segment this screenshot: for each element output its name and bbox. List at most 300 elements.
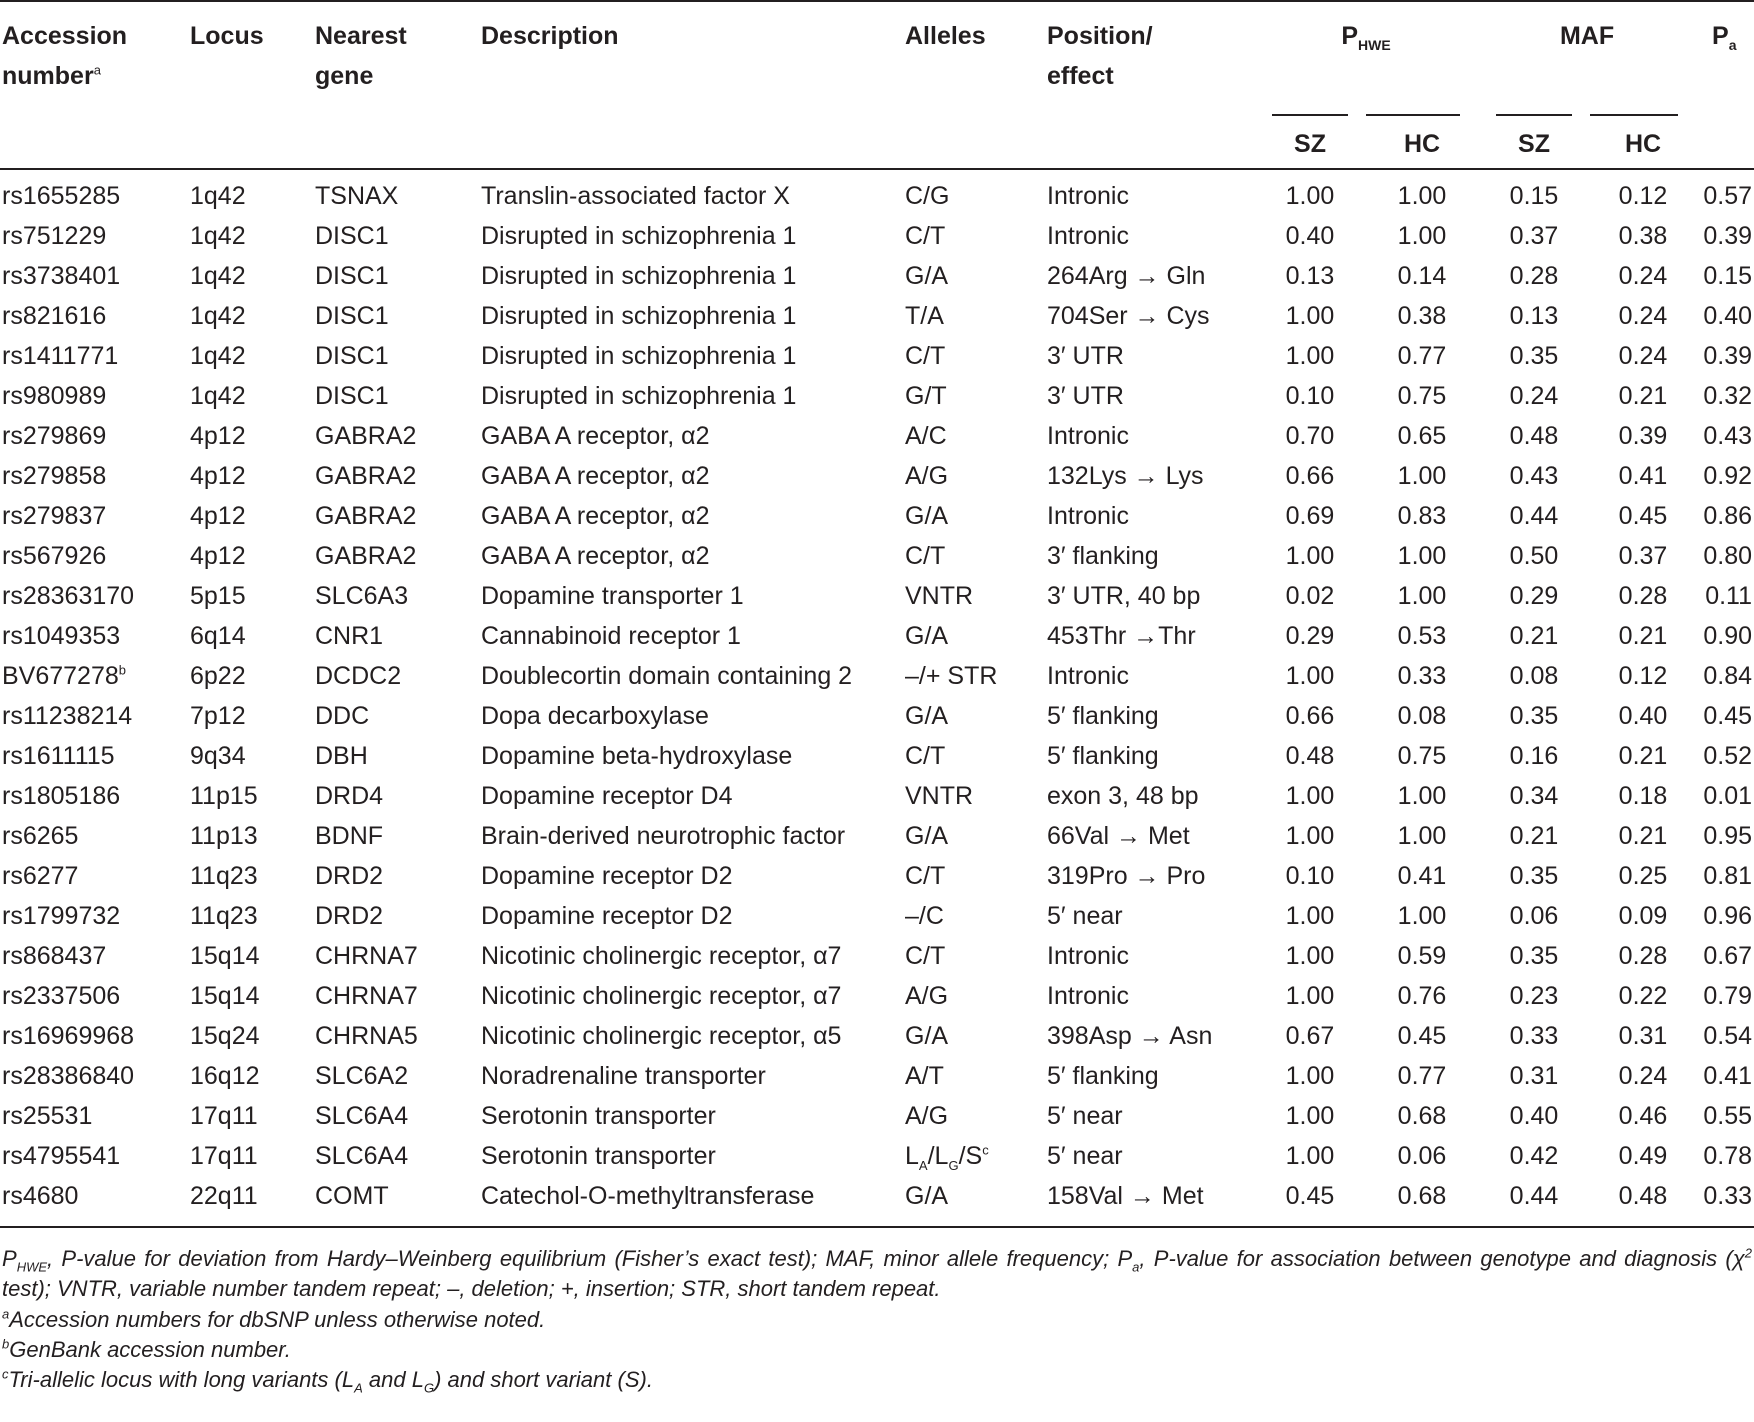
- accession-cell: [0, 976, 188, 1016]
- phwe-sz-cell: 0.02: [1285, 581, 1335, 610]
- accession-cell: [0, 416, 188, 456]
- pa-cell: 0.78: [1703, 1141, 1753, 1170]
- accession-cell: [0, 1136, 188, 1176]
- gene-cell: DISC1: [315, 301, 389, 330]
- header-maf-sz: [1478, 102, 1590, 169]
- position-effect-cell: 5′ flanking: [1047, 1061, 1159, 1090]
- maf-hc-cell: 0.22: [1618, 981, 1668, 1010]
- pa-cell: 0.81: [1703, 861, 1753, 890]
- gene-cell: CHRNA7: [315, 981, 418, 1010]
- phwe-hc-cell: 0.38: [1397, 301, 1447, 330]
- maf-hc-cell: 0.21: [1618, 381, 1668, 410]
- maf-hc-cell: 0.12: [1618, 661, 1668, 690]
- phwe-hc-cell: 0.45: [1397, 1021, 1447, 1050]
- gene-cell: DRD2: [315, 901, 384, 930]
- gene-cell: GABRA2: [315, 501, 417, 530]
- table-row: [0, 1096, 1754, 1136]
- accession-cell: [0, 536, 188, 576]
- gene-cell: DISC1: [315, 261, 389, 290]
- maf-hc-cell: 0.49: [1618, 1141, 1668, 1170]
- alleles-part: /L: [927, 1141, 949, 1170]
- alleles-cell: C/T: [905, 221, 946, 250]
- position-effect-cell: 264Arg → Gln: [1047, 261, 1206, 290]
- accession-text: rs821616: [2, 301, 107, 330]
- phwe-sz-cell: 1.00: [1285, 781, 1335, 810]
- phwe-hc-cell: 0.41: [1397, 861, 1447, 890]
- phwe-sz-cell: 0.29: [1285, 621, 1335, 650]
- header-phwe-main: P: [1341, 22, 1359, 50]
- alleles-cell: A/G: [905, 981, 949, 1010]
- gene-cell: SLC6A2: [315, 1061, 409, 1090]
- maf-hc-cell: 0.31: [1618, 1021, 1668, 1050]
- maf-hc-cell: 0.37: [1618, 541, 1668, 570]
- footnote-text-part: A: [354, 1380, 363, 1396]
- position-effect-cell: 3′ UTR: [1047, 341, 1124, 370]
- footnote-a-marker: a: [2, 1306, 10, 1322]
- position-effect-cell: 704Ser → Cys: [1047, 301, 1210, 330]
- footnote-b-text: GenBank accession number.: [9, 1337, 291, 1362]
- accession-cell: [0, 816, 188, 856]
- locus-cell: 7p12: [190, 701, 246, 730]
- locus-cell: 4p12: [190, 421, 246, 450]
- accession-cell: [0, 456, 188, 496]
- accession-cell: [0, 256, 188, 296]
- gene-cell: DISC1: [315, 341, 389, 370]
- phwe-hc-cell: 1.00: [1397, 781, 1447, 810]
- locus-cell: 22q11: [190, 1181, 258, 1210]
- footnote-a: [2, 1305, 1752, 1335]
- table-row: [0, 416, 1754, 456]
- header-phwe-sz: [1254, 102, 1366, 169]
- alleles-cell: A/G: [905, 461, 949, 490]
- accession-cell: [0, 1016, 188, 1056]
- alleles-cell: A/T: [905, 1061, 944, 1090]
- description-cell: Dopamine receptor D2: [481, 861, 733, 890]
- header-nearest-gene-line1: Nearest: [315, 22, 407, 50]
- header-locus: Locus: [188, 1, 313, 169]
- alleles-cell: G/A: [905, 821, 949, 850]
- gene-cell: GABRA2: [315, 541, 417, 570]
- footnote-marker-a: a: [93, 62, 101, 78]
- maf-hc-cell: 0.24: [1618, 341, 1668, 370]
- locus-cell: 1q42: [190, 341, 246, 370]
- locus-cell: 17q11: [190, 1101, 258, 1130]
- maf-sz-cell: 0.48: [1509, 421, 1559, 450]
- accession-cell: [0, 696, 188, 736]
- pa-cell: 0.80: [1703, 541, 1753, 570]
- maf-hc-cell: 0.41: [1618, 461, 1668, 490]
- locus-cell: 15q24: [190, 1021, 260, 1050]
- table-row: [0, 856, 1754, 896]
- table-row: [0, 616, 1754, 656]
- footnote-text-part: c: [2, 1366, 9, 1382]
- pa-cell: 0.84: [1703, 661, 1753, 690]
- alleles-cell: VNTR: [905, 781, 974, 810]
- phwe-sz-cell: 1.00: [1285, 181, 1335, 210]
- header-position-effect: [1045, 1, 1254, 169]
- accession-text: rs16969968: [2, 1021, 135, 1050]
- phwe-hc-cell: 0.53: [1397, 621, 1447, 650]
- table-row: [0, 1056, 1754, 1096]
- locus-cell: 1q42: [190, 381, 246, 410]
- phwe-sz-cell: 0.69: [1285, 501, 1335, 530]
- gene-cell: SLC6A3: [315, 581, 409, 610]
- table-row: [0, 936, 1754, 976]
- accession-text: rs4680: [2, 1181, 79, 1210]
- description-cell: Dopamine receptor D2: [481, 901, 733, 930]
- phwe-sz-cell: 0.10: [1285, 861, 1335, 890]
- phwe-hc-cell: 1.00: [1397, 461, 1447, 490]
- footnote-b: [2, 1335, 1752, 1365]
- gene-cell: DISC1: [315, 221, 389, 250]
- footnote-text-part: a: [1132, 1259, 1140, 1275]
- locus-cell: 11q23: [190, 901, 258, 930]
- gene-cell: COMT: [315, 1181, 389, 1210]
- header-maf-hc-label: HC: [1624, 130, 1662, 158]
- gene-cell: DDC: [315, 701, 370, 730]
- accession-cell: [0, 296, 188, 336]
- table-row: [0, 696, 1754, 736]
- accession-text: rs28363170: [2, 581, 135, 610]
- accession-cell: [0, 336, 188, 376]
- description-cell: Disrupted in schizophrenia 1: [481, 381, 797, 410]
- accession-text: rs751229: [2, 221, 107, 250]
- maf-sz-cell: 0.35: [1509, 701, 1559, 730]
- footnote-text-part: Tri-allelic locus with long variants (L: [8, 1367, 355, 1392]
- maf-hc-cell: 0.40: [1618, 701, 1668, 730]
- description-cell: Serotonin transporter: [481, 1141, 716, 1170]
- alleles-cell: –/+ STR: [905, 661, 998, 690]
- table-row: [0, 216, 1754, 256]
- accession-text: rs6277: [2, 861, 79, 890]
- phwe-hc-cell: 0.14: [1397, 261, 1447, 290]
- phwe-hc-cell: 0.68: [1397, 1181, 1447, 1210]
- maf-hc-cell: 0.24: [1618, 301, 1668, 330]
- table-row: [0, 896, 1754, 936]
- header-nearest-gene: [313, 1, 479, 169]
- pa-cell: 0.41: [1703, 1061, 1753, 1090]
- maf-sz-cell: 0.33: [1509, 1021, 1559, 1050]
- description-cell: Translin-associated factor X: [481, 181, 790, 210]
- alleles-cell: C/T: [905, 741, 946, 770]
- maf-sz-cell: 0.06: [1509, 901, 1559, 930]
- phwe-sz-cell: 1.00: [1285, 341, 1335, 370]
- maf-sz-cell: 0.15: [1509, 181, 1559, 210]
- phwe-hc-cell: 0.75: [1397, 741, 1447, 770]
- description-cell: Nicotinic cholinergic receptor, α7: [481, 981, 842, 1010]
- accession-cell: [0, 1176, 188, 1227]
- description-cell: Dopamine receptor D4: [481, 781, 733, 810]
- footnote-abbreviations: [2, 1244, 1752, 1304]
- alleles-cell: G/A: [905, 261, 949, 290]
- position-effect-cell: 132Lys → Lys: [1047, 461, 1204, 490]
- phwe-sz-cell: 0.67: [1285, 1021, 1335, 1050]
- locus-cell: 17q11: [190, 1141, 258, 1170]
- gene-cell: GABRA2: [315, 421, 417, 450]
- phwe-sz-cell: 0.70: [1285, 421, 1335, 450]
- accession-text: rs1799732: [2, 901, 121, 930]
- position-effect-cell: 5′ near: [1047, 901, 1123, 930]
- phwe-sz-cell: 1.00: [1285, 821, 1335, 850]
- maf-hc-cell: 0.09: [1618, 901, 1668, 930]
- table-row: [0, 496, 1754, 536]
- header-pa-sub: a: [1728, 37, 1737, 53]
- accession-cell: [0, 776, 188, 816]
- alleles-cell: A/C: [905, 421, 947, 450]
- accession-cell: [0, 376, 188, 416]
- locus-cell: 4p12: [190, 501, 246, 530]
- accession-text: rs6265: [2, 821, 79, 850]
- header-phwe-sz-label: SZ: [1294, 130, 1326, 158]
- maf-sz-cell: 0.08: [1509, 661, 1559, 690]
- header-accession-line2: number: [2, 62, 94, 90]
- position-effect-cell: Intronic: [1047, 981, 1129, 1010]
- accession-cell: [0, 216, 188, 256]
- description-cell: Nicotinic cholinergic receptor, α5: [481, 1021, 842, 1050]
- alleles-cell: G/A: [905, 621, 949, 650]
- header-pa-main: P: [1712, 22, 1729, 50]
- pa-cell: 0.95: [1703, 821, 1753, 850]
- locus-cell: 1q42: [190, 301, 246, 330]
- maf-hc-cell: 0.12: [1618, 181, 1668, 210]
- maf-hc-cell: 0.45: [1618, 501, 1668, 530]
- description-cell: Catechol-O-methyltransferase: [481, 1181, 815, 1210]
- locus-cell: 11p13: [190, 821, 258, 850]
- locus-cell: 11p15: [190, 781, 258, 810]
- locus-cell: 1q42: [190, 181, 246, 210]
- maf-sz-cell: 0.13: [1509, 301, 1559, 330]
- maf-sz-cell: 0.31: [1509, 1061, 1559, 1090]
- maf-sz-cell: 0.21: [1509, 621, 1559, 650]
- pa-cell: 0.52: [1703, 741, 1753, 770]
- accession-cell: [0, 896, 188, 936]
- phwe-hc-cell: 0.68: [1397, 1101, 1447, 1130]
- alleles-cell: C/T: [905, 541, 946, 570]
- pa-cell: 0.33: [1703, 1181, 1753, 1210]
- footnote-b-marker: b: [2, 1336, 10, 1352]
- table-body: [0, 169, 1754, 1227]
- header-position-line2: effect: [1047, 62, 1114, 90]
- locus-cell: 6p22: [190, 661, 246, 690]
- alleles-part: c: [982, 1142, 989, 1158]
- maf-hc-cell: 0.21: [1618, 621, 1668, 650]
- table-row: [0, 576, 1754, 616]
- maf-hc-cell: 0.21: [1618, 741, 1668, 770]
- table-row: [0, 256, 1754, 296]
- maf-hc-cell: 0.38: [1618, 221, 1668, 250]
- footnote-text-part: 2: [1744, 1245, 1752, 1261]
- table-row: [0, 816, 1754, 856]
- accession-cell: [0, 616, 188, 656]
- accession-text: rs4795541: [2, 1141, 121, 1170]
- phwe-hc-cell: 1.00: [1397, 821, 1447, 850]
- footnote-text-part: , P-value for deviation from Hardy–Weinberg equilibrium (Fisher’s exact test); MAF, minor allele frequency; P: [47, 1246, 1133, 1271]
- header-nearest-gene-line2: gene: [315, 62, 374, 90]
- maf-sz-cell: 0.43: [1509, 461, 1559, 490]
- table-row: [0, 776, 1754, 816]
- maf-hc-cell: 0.28: [1618, 581, 1668, 610]
- locus-cell: 5p15: [190, 581, 246, 610]
- accession-text: rs980989: [2, 381, 107, 410]
- position-effect-cell: 158Val → Met: [1047, 1181, 1204, 1210]
- header-phwe-hc-label: HC: [1403, 130, 1441, 158]
- description-cell: GABA A receptor, α2: [481, 461, 710, 490]
- phwe-sz-cell: 1.00: [1285, 301, 1335, 330]
- accession-cell: [0, 496, 188, 536]
- description-cell: Dopa decarboxylase: [481, 701, 709, 730]
- pa-cell: 0.57: [1703, 181, 1753, 210]
- phwe-sz-cell: 1.00: [1285, 661, 1335, 690]
- accession-cell: [0, 936, 188, 976]
- accession-text: rs25531: [2, 1101, 93, 1130]
- header-maf-hc: [1590, 102, 1696, 169]
- alleles-cell: G/A: [905, 1181, 949, 1210]
- maf-sz-cell: 0.34: [1509, 781, 1559, 810]
- phwe-sz-cell: 0.40: [1285, 221, 1335, 250]
- header-description: Description: [479, 1, 903, 169]
- alleles-part: A: [918, 1157, 928, 1173]
- pa-cell: 0.43: [1703, 421, 1753, 450]
- maf-sz-cell: 0.50: [1509, 541, 1559, 570]
- locus-cell: 15q14: [190, 981, 260, 1010]
- header-pa: [1696, 1, 1754, 169]
- phwe-hc-cell: 0.08: [1397, 701, 1447, 730]
- alleles-cell: C/T: [905, 341, 946, 370]
- header-maf-sz-label: SZ: [1518, 130, 1550, 158]
- gene-cell: SLC6A4: [315, 1101, 409, 1130]
- alleles-cell: G/A: [905, 1021, 949, 1050]
- pa-cell: 0.54: [1703, 1021, 1753, 1050]
- table-row: [0, 1016, 1754, 1056]
- maf-sz-cell: 0.23: [1509, 981, 1559, 1010]
- phwe-sz-cell: 1.00: [1285, 1141, 1335, 1170]
- position-effect-cell: 5′ near: [1047, 1141, 1123, 1170]
- maf-sz-cell: 0.37: [1509, 221, 1559, 250]
- maf-sz-cell: 0.35: [1509, 341, 1559, 370]
- footnote-text-part: , P-value for association between genotype and diagnosis (χ: [1139, 1246, 1745, 1271]
- alleles-part: L: [905, 1141, 919, 1170]
- table-footnotes: [0, 1244, 1754, 1395]
- gene-cell: CHRNA5: [315, 1021, 418, 1050]
- description-cell: Dopamine transporter 1: [481, 581, 744, 610]
- pa-cell: 0.55: [1703, 1101, 1753, 1130]
- maf-sz-cell: 0.35: [1509, 941, 1559, 970]
- accession-cell: [0, 1056, 188, 1096]
- table-row: [0, 536, 1754, 576]
- phwe-hc-cell: 1.00: [1397, 541, 1447, 570]
- maf-hc-cell: 0.48: [1618, 1181, 1668, 1210]
- pa-cell: 0.86: [1703, 501, 1753, 530]
- description-cell: Disrupted in schizophrenia 1: [481, 261, 797, 290]
- pa-cell: 0.11: [1705, 581, 1753, 610]
- gene-cell: SLC6A4: [315, 1141, 409, 1170]
- table-row: [0, 456, 1754, 496]
- description-cell: Noradrenaline transporter: [481, 1061, 766, 1090]
- maf-hc-cell: 0.28: [1618, 941, 1668, 970]
- alleles-part: G: [948, 1157, 959, 1173]
- accession-text: BV677278: [2, 661, 119, 690]
- accession-text: rs868437: [2, 941, 107, 970]
- maf-sz-cell: 0.29: [1509, 581, 1559, 610]
- phwe-sz-cell: 0.66: [1285, 701, 1335, 730]
- accession-cell: [0, 169, 188, 216]
- maf-hc-cell: 0.39: [1618, 421, 1668, 450]
- maf-hc-cell: 0.24: [1618, 261, 1668, 290]
- position-effect-cell: Intronic: [1047, 421, 1129, 450]
- header-position-line1: Position/: [1047, 22, 1153, 50]
- maf-hc-cell: 0.24: [1618, 1061, 1668, 1090]
- accession-cell: [0, 736, 188, 776]
- maf-hc-cell: 0.25: [1618, 861, 1668, 890]
- accession-text: rs28386840: [2, 1061, 135, 1090]
- position-effect-cell: 398Asp → Asn: [1047, 1021, 1213, 1050]
- footnote-text-part: HWE: [16, 1259, 48, 1275]
- locus-cell: 6q14: [190, 621, 246, 650]
- position-effect-cell: Intronic: [1047, 221, 1129, 250]
- phwe-hc-cell: 0.75: [1397, 381, 1447, 410]
- accession-text: rs1805186: [2, 781, 121, 810]
- description-cell: Dopamine beta-hydroxylase: [481, 741, 793, 770]
- accession-cell: [0, 656, 188, 696]
- phwe-hc-cell: 0.65: [1397, 421, 1447, 450]
- phwe-hc-cell: 1.00: [1397, 901, 1447, 930]
- description-cell: Disrupted in schizophrenia 1: [481, 341, 797, 370]
- footnote-text-part: and L: [362, 1367, 424, 1392]
- accession-text: rs2337506: [2, 981, 121, 1010]
- phwe-hc-cell: 0.76: [1397, 981, 1447, 1010]
- pa-cell: 0.39: [1703, 221, 1753, 250]
- pa-cell: 0.79: [1703, 981, 1753, 1010]
- pa-cell: 0.96: [1703, 901, 1753, 930]
- alleles-cell: T/A: [905, 301, 944, 330]
- alleles-cell: VNTR: [905, 581, 974, 610]
- footnote-text-part: test); VNTR, variable number tandem repeat; –, deletion; +, insertion; STR, short tandem repeat.: [2, 1276, 941, 1301]
- position-effect-cell: exon 3, 48 bp: [1047, 781, 1199, 810]
- maf-sz-cell: 0.42: [1509, 1141, 1559, 1170]
- locus-cell: 1q42: [190, 221, 246, 250]
- alleles-part: /S: [958, 1141, 983, 1170]
- table-row: [0, 169, 1754, 216]
- phwe-sz-cell: 1.00: [1285, 941, 1335, 970]
- gene-cell: TSNAX: [315, 181, 399, 210]
- pa-cell: 0.92: [1703, 461, 1753, 490]
- description-cell: Doublecortin domain containing 2: [481, 661, 853, 690]
- alleles-cell: G/A: [905, 501, 949, 530]
- phwe-hc-cell: 1.00: [1397, 221, 1447, 250]
- pa-cell: 0.15: [1703, 261, 1753, 290]
- header-phwe-sub: HWE: [1358, 37, 1391, 53]
- locus-cell: 1q42: [190, 261, 246, 290]
- pa-cell: 0.32: [1703, 381, 1753, 410]
- gene-cell: GABRA2: [315, 461, 417, 490]
- position-effect-cell: Intronic: [1047, 661, 1129, 690]
- description-cell: Disrupted in schizophrenia 1: [481, 301, 797, 330]
- table-row: [0, 296, 1754, 336]
- footnote-c: [2, 1365, 1752, 1395]
- locus-cell: 4p12: [190, 461, 246, 490]
- phwe-sz-cell: 0.48: [1285, 741, 1335, 770]
- description-cell: Serotonin transporter: [481, 1101, 716, 1130]
- maf-sz-cell: 0.24: [1509, 381, 1559, 410]
- table-header: [0, 1, 1754, 169]
- footnote-text-part: ) and short variant (S).: [434, 1367, 653, 1392]
- description-cell: GABA A receptor, α2: [481, 421, 710, 450]
- footnote-a-text: Accession numbers for dbSNP unless otherwise noted.: [9, 1307, 546, 1332]
- maf-hc-cell: 0.21: [1618, 821, 1668, 850]
- maf-sz-cell: 0.28: [1509, 261, 1559, 290]
- phwe-sz-cell: 0.45: [1285, 1181, 1335, 1210]
- gene-cell: DRD2: [315, 861, 384, 890]
